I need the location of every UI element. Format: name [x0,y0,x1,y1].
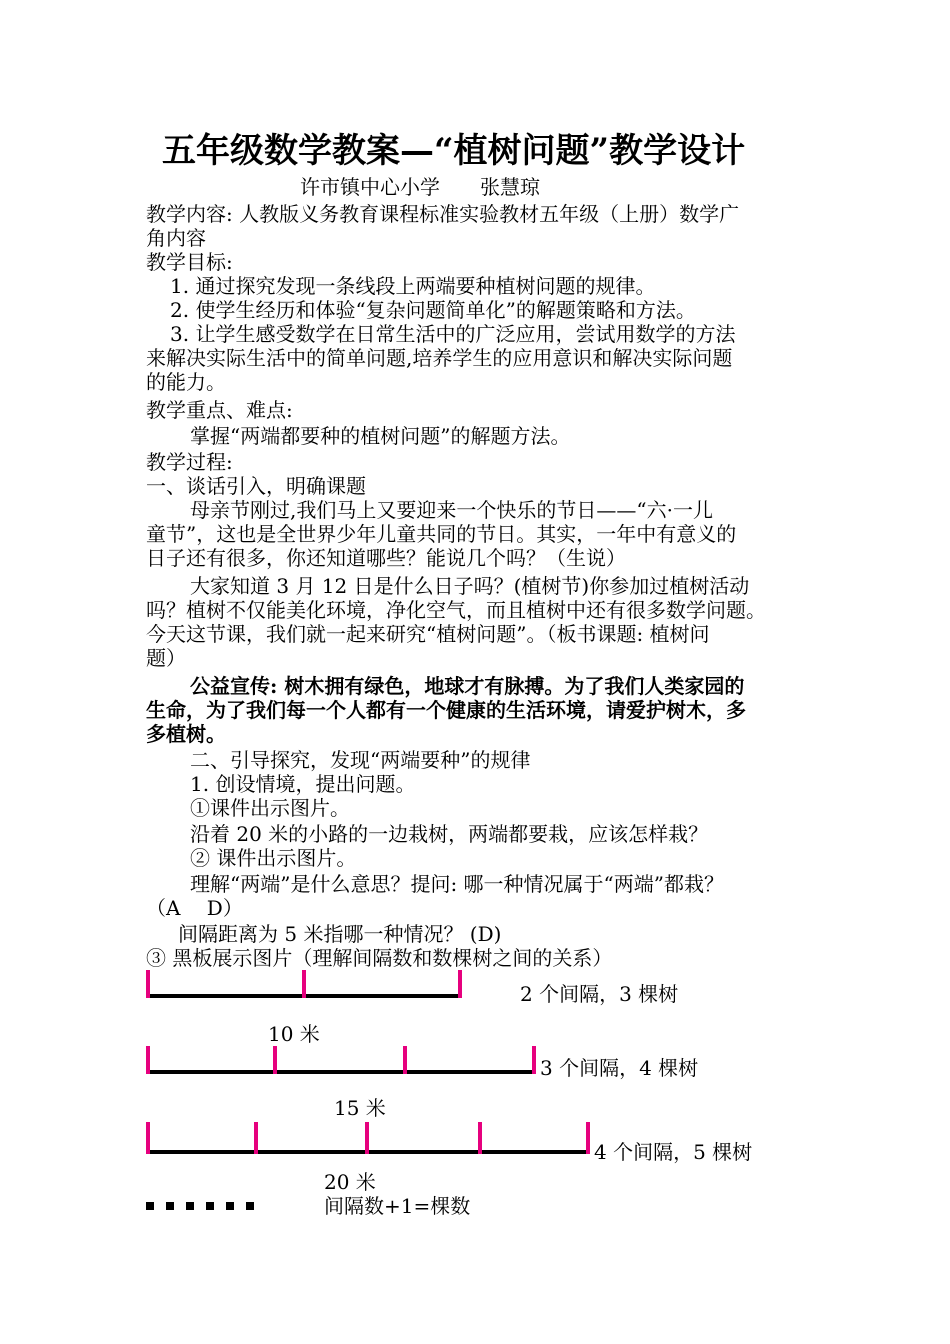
text-line: 理解“两端”是什么意思？提问: 哪一种情况属于“两端”都栽？ [190,872,724,896]
tree-mark [478,1122,482,1154]
text-line: 的能力。 [146,370,226,394]
tree-mark [146,1122,150,1154]
text-line: 掌握“两端都要种的植树问题”的解题方法。 [190,424,571,448]
bullet-square [226,1202,234,1210]
text-line: （A D） [146,896,243,920]
bullet-square [206,1202,214,1210]
tree-mark [365,1122,369,1154]
formula: 间隔数+1=棵数 [324,1194,471,1218]
text-line: 1. 创设情境，提出问题。 [190,772,416,796]
text-line: 日子还有很多，你还知道哪些？能说几个吗？（生说） [146,546,626,570]
text-line: 童节”，这也是全世界少年儿童共同的节日。其实，一年中有意义的 [146,522,737,546]
author-line: 许市镇中心小学 张慧琼 [300,175,540,199]
length-label: 10 米 [268,1022,320,1046]
public-notice-line: 多植树。 [146,722,226,746]
text-line: 沿着 20 米的小路的一边栽树，两端都要栽，应该怎样栽？ [190,822,709,846]
tree-mark [586,1122,590,1154]
text-line: 教学目标: [146,250,233,274]
tree-mark [403,1046,407,1074]
text-line: 大家知道 3 月 12 日是什么日子吗？(植树节)你参加过植树活动 [190,574,750,598]
public-notice-line: 公益宣传: 树木拥有绿色，地球才有脉搏。为了我们人类家园的 [190,674,745,698]
interval-label: 4 个间隔，5 棵树 [594,1140,753,1164]
text-line: 题） [146,646,186,670]
tree-mark [273,1046,277,1074]
road-line [146,1070,536,1074]
tree-mark [254,1122,258,1154]
length-label: 15 米 [334,1096,386,1120]
text-line: 二、引导探究，发现“两端要种”的规律 [190,748,531,772]
text-line: 吗？植树不仅能美化环境，净化空气，而且植树中还有很多数学问题。 [146,598,766,622]
tree-mark [302,970,306,998]
text-line: 今天这节课，我们就一起来研究“植树问题”。（板书课题: 植树问 [146,622,710,646]
tree-mark [146,970,150,998]
text-line: 2. 使学生经历和体验“复杂问题简单化”的解题策略和方法。 [170,298,696,322]
interval-label: 2 个间隔，3 棵树 [520,982,679,1006]
text-line: 1. 通过探究发现一条线段上两端要种植树问题的规律。 [170,274,656,298]
text-line: ② 课件出示图片。 [190,846,357,870]
text-line: 教学过程: [146,450,233,474]
text-line: 教学内容: 人教版义务教育课程标准实验教材五年级（上册）数学广 [146,202,740,226]
tree-mark [532,1046,536,1074]
page-title: 五年级数学教案—“植树问题”教学设计 [162,131,746,171]
bullet-square [186,1202,194,1210]
text-line: 角内容 [146,226,206,250]
text-line: 间隔距离为 5 米指哪一种情况？ (D) [178,922,502,946]
bullet-square [146,1202,154,1210]
bullet-square [246,1202,254,1210]
text-line: ①课件出示图片。 [190,796,350,820]
bullet-square [166,1202,174,1210]
tree-mark [146,1046,150,1074]
text-line: 一、谈话引入，明确课题 [146,474,366,498]
length-label: 20 米 [324,1170,376,1194]
public-notice-line: 生命，为了我们每一个人都有一个健康的生活环境，请爱护树木，多 [146,698,746,722]
text-line: 教学重点、难点: [146,398,293,422]
text-line: 来解决实际生活中的简单问题,培养学生的应用意识和解决实际问题 [146,346,733,370]
text-line: 3. 让学生感受数学在日常生活中的广泛应用，尝试用数学的方法 [170,322,736,346]
interval-label: 3 个间隔，4 棵树 [540,1056,699,1080]
text-line: 母亲节刚过,我们马上又要迎来一个快乐的节日——“六·一儿 [190,498,713,522]
text-line: ③ 黑板展示图片（理解间隔数和数棵树之间的关系） [146,946,613,970]
tree-mark [458,970,462,998]
